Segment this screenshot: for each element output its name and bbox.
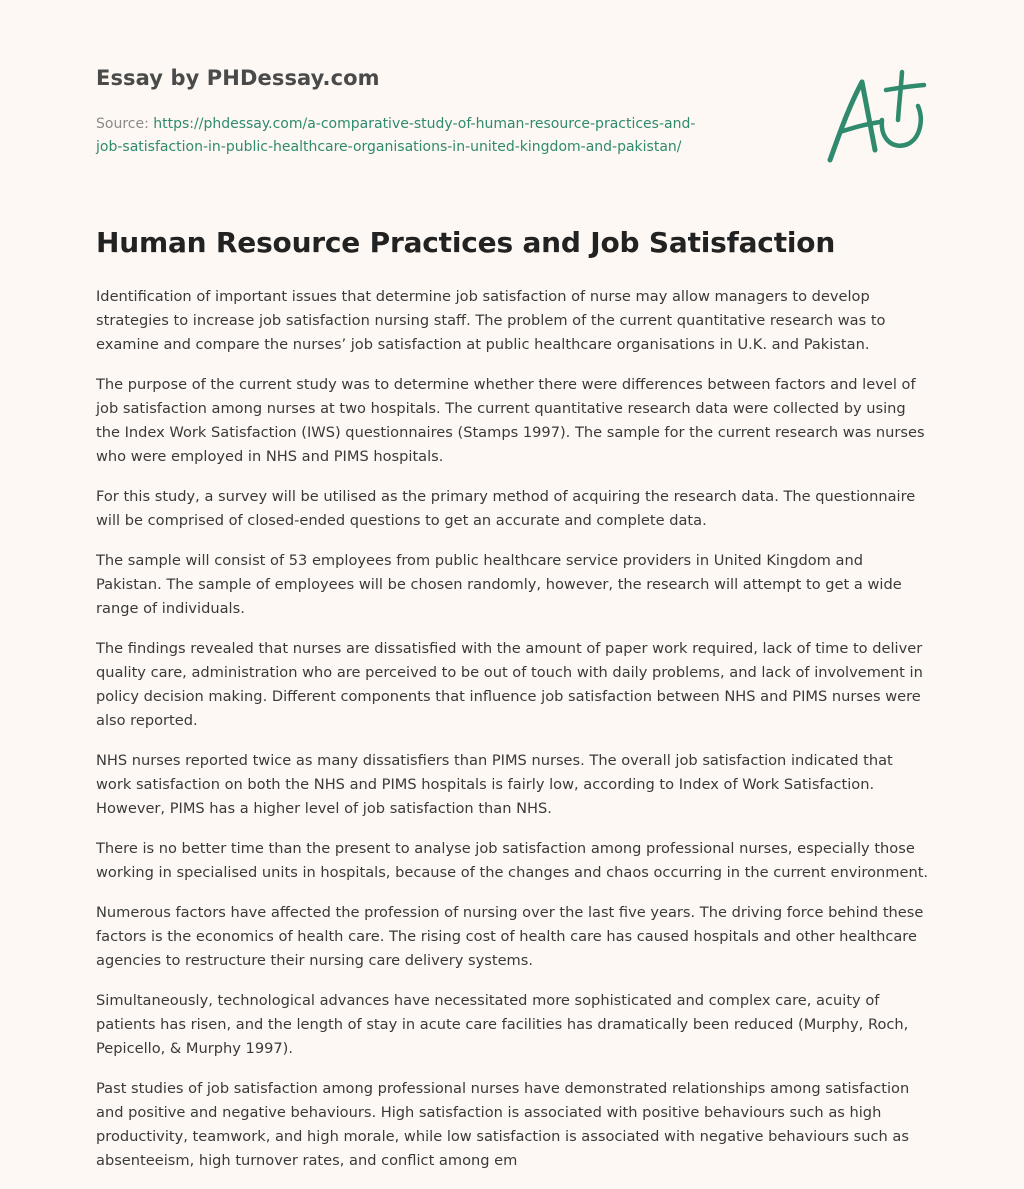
essay-paragraph: Identification of important issues that determine job satisfaction of nurse may allow managers to develop strategies to increase job satisfaction nursing staff. The problem of the current quantitative research was to examine and compare the nurses’ job satisfaction at public healthcare organisations in U.K. and Pakistan. — [96, 288, 886, 353]
essay-paragraph: For this study, a survey will be utilised as the primary method of acquiring the research data. The questionnaire will be comprised of closed-ended questions to get an accurate and complete data. — [96, 488, 916, 529]
essay-body — [96, 285, 930, 1189]
essay-paragraph: There is no better time than the present to analyse job satisfaction among professional nurses, especially those working in specialised units in hospitals, because of the changes and chaos occurring in the current environment. — [96, 840, 929, 881]
source-link-line1: https://phdessay.com/a-comparative-study-of-human-resource-practices-and- — [153, 116, 696, 132]
essay-paragraph: The findings revealed that nurses are dissatisfied with the amount of paper work required, lack of time to deliver quality care, administration who are perceived to be out of touch with daily problems, and lack of involvement in policy decision making. Different components that influence job satisfaction between NHS and PIMS nurses were also reported. — [96, 640, 923, 729]
essay-paragraph: Past studies of job satisfaction among professional nurses have demonstrated relationships among satisfaction and positive and negative behaviours. High satisfaction is associated with positive behaviours such as high productivity, teamwork, and high morale, while low satisfaction is associated with negative behaviours such as absenteeism, high turnover rates, and conflict among em — [96, 1080, 910, 1169]
source-line — [96, 113, 776, 159]
essay-paragraph: The sample will consist of 53 employees from public healthcare service providers in United Kingdom and Pakistan. The sample of employees will be chosen randomly, however, the research will attempt to get a wide range of individuals. — [96, 552, 902, 617]
essay-paragraph: Simultaneously, technological advances have necessitated more sophisticated and complex care, acuity of patients has risen, and the length of stay in acute care facilities has dramatically been reduced (Murphy, Roch, Pepicello, & Murphy 1997). — [96, 992, 909, 1057]
source-link[interactable] — [96, 116, 695, 155]
site-title: Essay by PHDessay.com — [96, 66, 380, 90]
essay-paragraph: Numerous factors have affected the profession of nursing over the last five years. The driving force behind these factors is the economics of health care. The rising cost of health care has caused hospitals and other healthcare agencies to restructure their nursing care delivery systems. — [96, 904, 924, 969]
essay-paragraph: The purpose of the current study was to determine whether there were differences between factors and level of job satisfaction among nurses at two hospitals. The current quantitative research data were collected by using the Index Work Satisfaction (IWS) questionnaires (Stamps 1997). The sample for the current research was nurses who were employed in NHS and PIMS hospitals. — [96, 376, 925, 465]
a-plus-logo-icon — [820, 68, 932, 164]
essay-title: Human Resource Practices and Job Satisfaction — [96, 226, 836, 259]
source-link-line2: job-satisfaction-in-public-healthcare-organisations-in-united-kingdom-and-pakistan/ — [96, 139, 682, 155]
essay-paragraph: NHS nurses reported twice as many dissatisfiers than PIMS nurses. The overall job satisfaction indicated that work satisfaction on both the NHS and PIMS hospitals is fairly low, according to Index of Work Satisfaction. However, PIMS has a higher level of job satisfaction than NHS. — [96, 752, 893, 817]
source-label: Source: — [96, 116, 154, 132]
